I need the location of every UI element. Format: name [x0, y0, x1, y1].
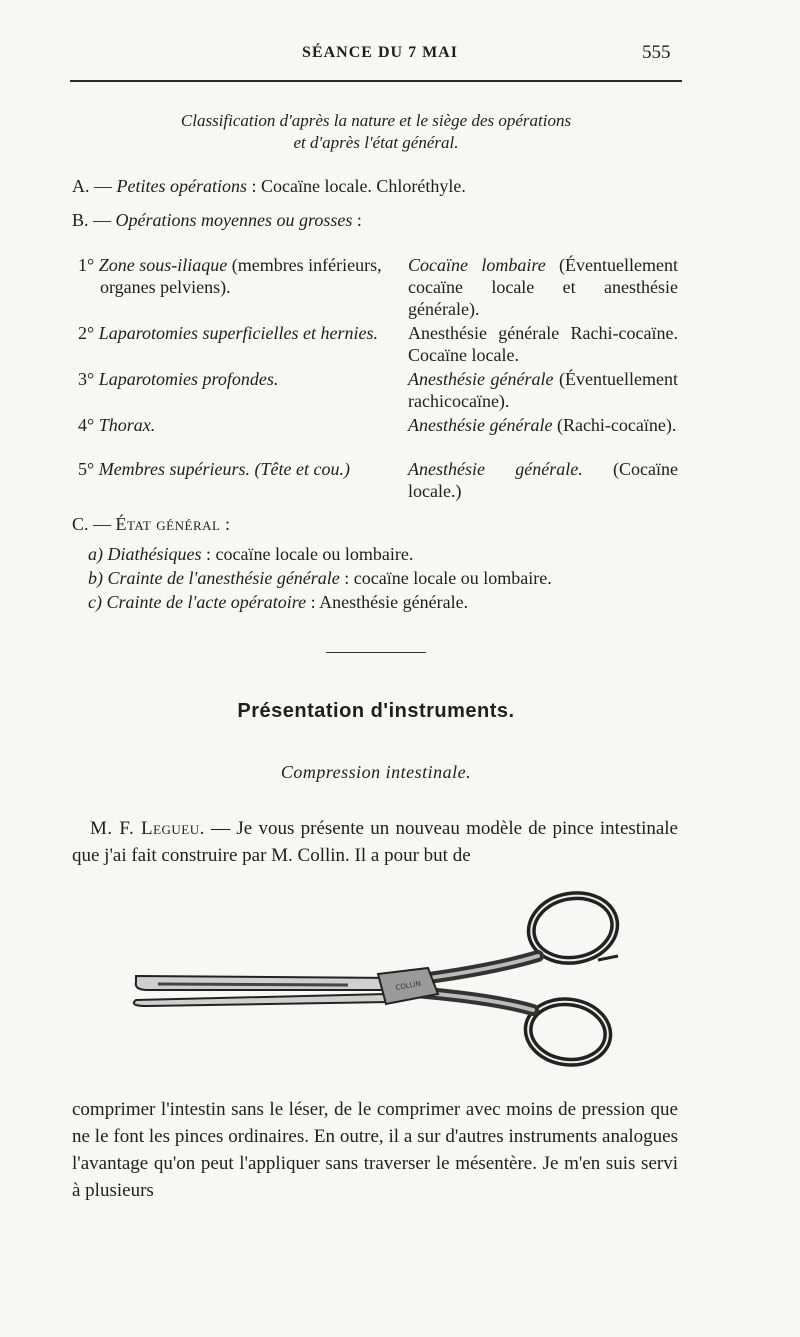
row-5-right-italic: Anesthésie générale.	[408, 459, 583, 479]
c-item-c-rest: : Anesthésie générale.	[306, 592, 469, 612]
row-3-right-rest: (Éventuellement rachicocaïne).	[408, 369, 678, 411]
row-4-num: 4°	[78, 415, 95, 435]
author-name: M. F. Legueu.	[90, 818, 205, 839]
row-2-right-rest: Anesthésie générale Rachi-cocaïne. Cocaïne locale.	[408, 323, 678, 365]
section-b-letter: B. —	[72, 210, 112, 230]
paragraph-1-text: — Je vous présente un nouveau modèle de pince intestinale que j'ai fait construire par M. Collin. Il a pour but de	[72, 818, 678, 866]
section-b-label: Opérations moyennes ou grosses	[115, 210, 353, 230]
row-3-right-italic: Anesthésie générale	[408, 369, 554, 389]
row-3-num: 3°	[78, 369, 95, 389]
c-item-c-mark: c)	[88, 592, 102, 612]
section-divider	[326, 652, 426, 653]
caption-line-1: Classification d'après la nature et le siège des opérations	[180, 111, 572, 130]
paragraph-2: comprimer l'intestin sans le léser, de le comprimer avec moins de pression que ne le font les pinces ordinaires. En outre, il a sur d'autres instruments analogues l'avantage qu'on peut l'appliquer sans traverser le mésentère. Je m'en suis servi à plusieurs	[72, 1099, 678, 1201]
row-2-left-italic: Laparotomies superficielles et hernies.	[98, 323, 379, 343]
section-a	[72, 176, 466, 197]
c-item-c-italic: Crainte de l'acte opératoire	[106, 592, 307, 612]
caption-line-2: et d'après l'état général.	[293, 133, 459, 152]
subtitle: Compression intestinale.	[280, 762, 472, 782]
header-rule	[70, 80, 682, 82]
row-4-right	[408, 414, 678, 436]
section-c-label: État général	[115, 514, 221, 534]
section-b-text: :	[352, 210, 362, 230]
row-5-right-rest: (Cocaïne locale.)	[408, 459, 679, 501]
section-a-label: Petites opérations	[116, 176, 247, 196]
row-1-num: 1°	[78, 255, 95, 275]
row-5-left-italic: Membres supérieurs. (Tête et cou.)	[98, 459, 350, 479]
row-5-left	[78, 458, 390, 480]
c-item-b	[88, 568, 552, 589]
row-1-left-italic: Zone sous-iliaque	[98, 255, 228, 275]
section-a-text: : Cocaïne locale. Chloréthyle.	[246, 176, 466, 196]
c-item-b-rest: : cocaïne locale ou lombaire.	[339, 568, 552, 588]
row-4-left	[78, 414, 390, 436]
row-5-right	[408, 458, 678, 502]
c-item-c	[88, 592, 468, 613]
row-3-left-italic: Laparotomies profondes.	[98, 369, 279, 389]
c-item-b-mark: b)	[88, 568, 103, 588]
row-1-right-italic: Cocaïne lombaire	[408, 255, 546, 275]
row-3-right	[408, 368, 678, 412]
row-2-left	[78, 322, 390, 344]
row-1-left-rest: (membres inférieurs, organes pelviens).	[100, 255, 382, 297]
section-c-letter: C. —	[72, 514, 112, 534]
forceps-drawing	[128, 890, 648, 1070]
page-number: 555	[642, 42, 671, 63]
row-1-right-rest: (Éventuellement cocaïne locale et anesthésie générale).	[408, 255, 679, 319]
row-2-num: 2°	[78, 323, 95, 343]
row-4-left-italic: Thorax.	[98, 415, 156, 435]
section-c	[72, 514, 230, 535]
row-4-right-italic: Anesthésie générale	[408, 415, 553, 435]
c-item-b-italic: Crainte de l'anesthésie générale	[107, 568, 340, 588]
section-a-letter: A. —	[72, 176, 112, 196]
row-2-right	[408, 322, 678, 366]
c-item-a	[88, 544, 413, 565]
row-1-left	[78, 254, 390, 298]
maker-mark: COLLIN	[394, 979, 422, 992]
c-item-a-mark: a)	[88, 544, 103, 564]
paragraph-1	[72, 815, 678, 869]
row-3-left	[78, 368, 390, 390]
row-5-num: 5°	[78, 459, 95, 479]
section-title: Présentation d'instruments.	[237, 700, 515, 722]
section-c-text: :	[220, 514, 230, 534]
forceps-illustration	[128, 890, 648, 1070]
classification-caption	[70, 110, 682, 154]
section-b	[72, 210, 362, 231]
c-item-a-rest: : cocaïne locale ou lombaire.	[201, 544, 414, 564]
running-title: SÉANCE DU 7 MAI	[302, 44, 458, 61]
row-4-right-rest: (Rachi-cocaïne).	[552, 415, 677, 435]
c-item-a-italic: Diathésiques	[107, 544, 202, 564]
row-1-right	[408, 254, 678, 320]
